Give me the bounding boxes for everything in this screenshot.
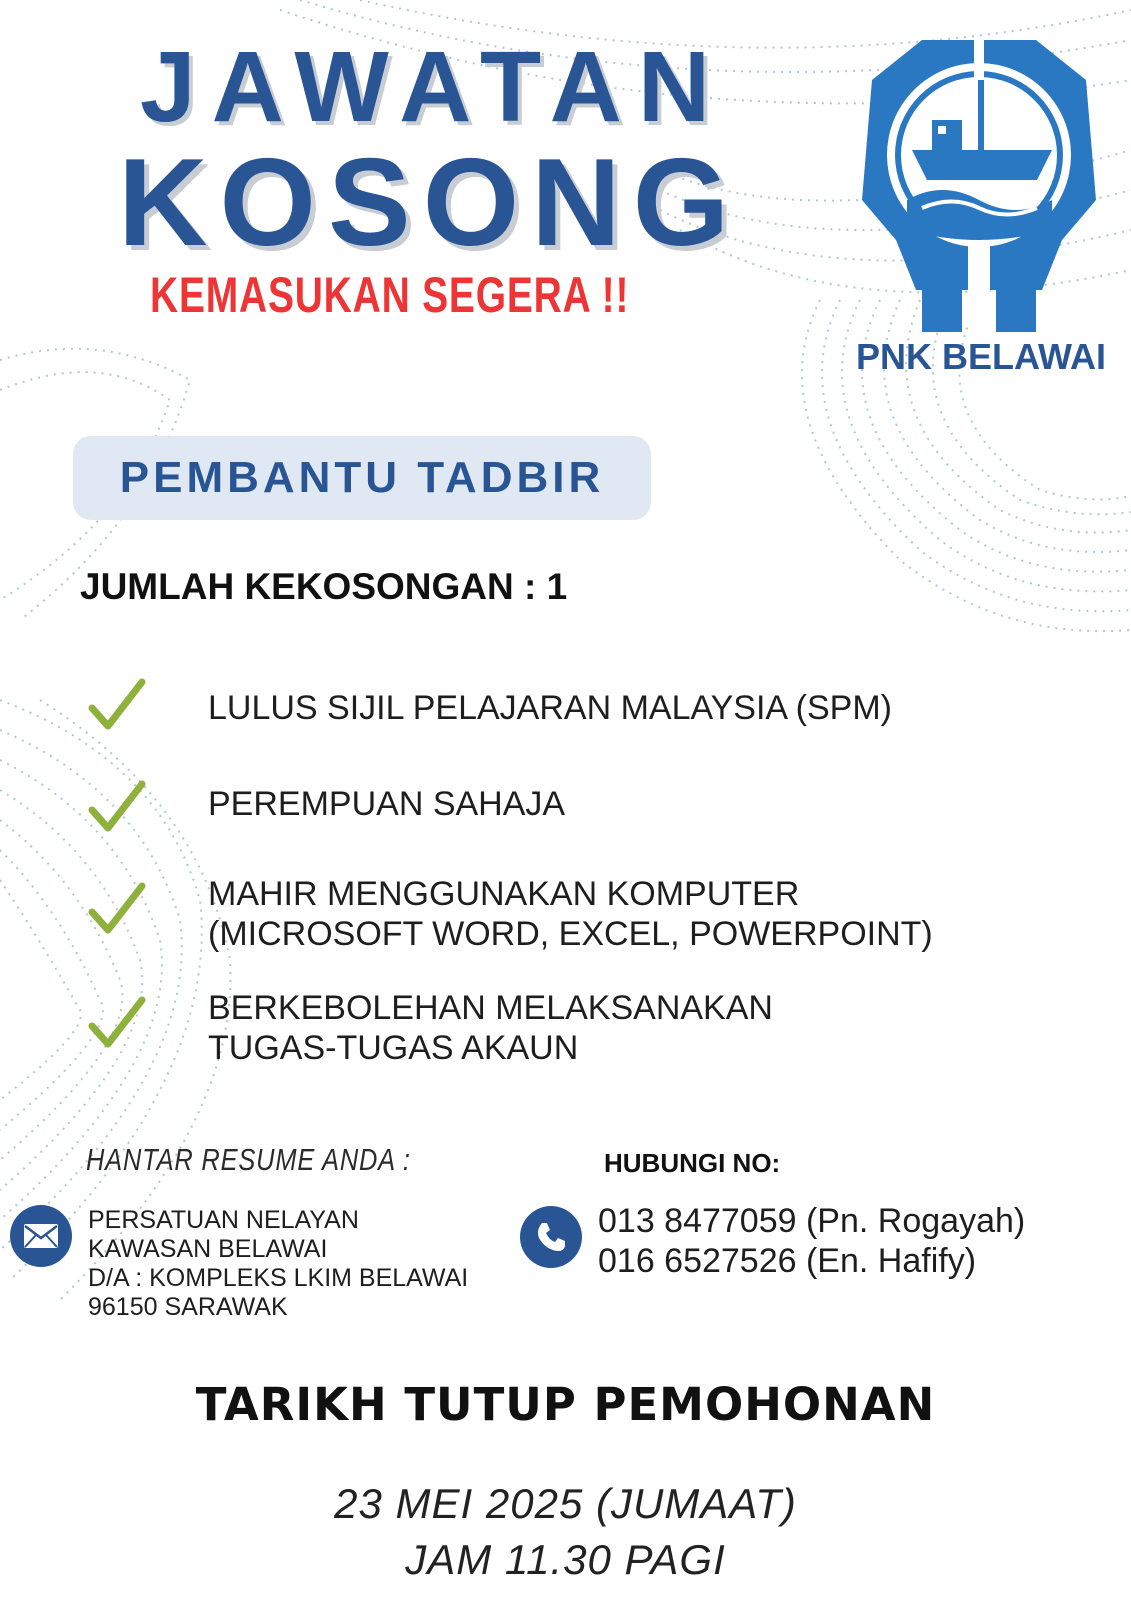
- contact-heading: HUBUNGI NO:: [604, 1148, 781, 1178]
- requirement-text: LULUS SIJIL PELAJARAN MALAYSIA (SPM): [208, 689, 893, 727]
- requirement-text: PEREMPUAN SAHAJA: [208, 785, 566, 823]
- address-line: 96150 SARAWAK: [88, 1293, 288, 1321]
- deadline-time: JAM 11.30 PAGI: [405, 1536, 726, 1583]
- position-title-badge: [73, 436, 651, 520]
- deadline-heading: TARIKH TUTUP PEMOHONAN: [195, 1378, 936, 1431]
- requirement-text: MAHIR MENGGUNAKAN KOMPUTER: [208, 875, 800, 913]
- checkmark-icon: [86, 778, 146, 836]
- vacancy-count: JUMLAH KEKOSONGAN : 1: [80, 566, 568, 607]
- address-line: D/A : KOMPLEKS LKIM BELAWAI: [88, 1264, 469, 1292]
- address-line: PERSATUAN NELAYAN: [88, 1206, 359, 1234]
- phone-numbers: [598, 1201, 1025, 1281]
- resume-heading: HANTAR RESUME ANDA :: [86, 1142, 411, 1177]
- title-line-2: KOSONG: [118, 134, 742, 272]
- requirement-text: (MICROSOFT WORD, EXCEL, POWERPOINT): [208, 915, 933, 953]
- phone-number[interactable]: 016 6527526 (En. Hafify): [598, 1242, 977, 1280]
- requirement-text: BERKEBOLEHAN MELAKSANAKAN: [208, 989, 773, 1027]
- checkmark-icon: [86, 994, 146, 1052]
- organization-name: PNK BELAWAI: [855, 336, 1106, 377]
- checkmark-icon: [86, 880, 146, 938]
- mailing-address: [88, 1206, 468, 1322]
- address-line: KAWASAN BELAWAI: [88, 1235, 328, 1263]
- subtitle-immediate-intake: KEMASUKAN SEGERA !!: [150, 267, 630, 323]
- mail-icon: [10, 1205, 72, 1267]
- checkmark-icon: [86, 676, 146, 734]
- title-line-1: JAWATAN: [140, 31, 727, 143]
- requirement-text: TUGAS-TUGAS AKAUN: [208, 1029, 579, 1067]
- position-title: PEMBANTU TADBIR: [119, 453, 605, 502]
- envelope-icon: [23, 1223, 59, 1249]
- phone-number[interactable]: 013 8477059 (Pn. Rogayah): [598, 1202, 1026, 1240]
- phone-icon: [520, 1206, 582, 1268]
- handset-icon: [534, 1220, 568, 1254]
- deadline-date: 23 MEI 2025 (JUMAAT): [334, 1480, 797, 1527]
- fishing-boat-emblem-icon: [852, 40, 1106, 332]
